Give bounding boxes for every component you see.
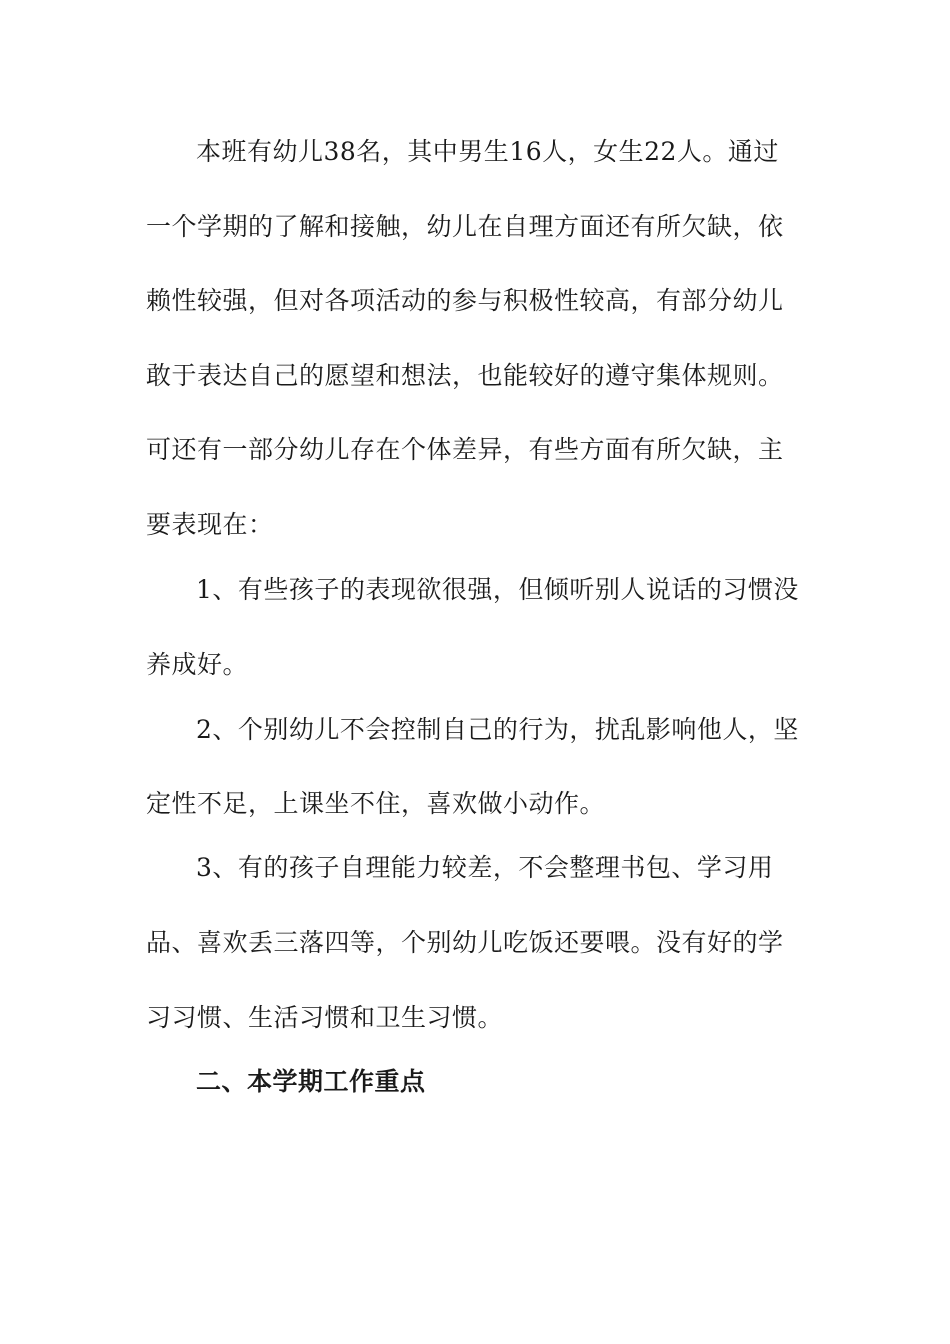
- list-item-line: 定性不足，上课坐不住，喜欢做小动作。: [146, 789, 606, 818]
- list-item-line: 1、有些孩子的表现欲很强，但倾听别人说话的习惯没: [196, 575, 799, 604]
- paragraph-line: 敢于表达自己的愿望和想法，也能较好的遵守集体规则。: [146, 361, 784, 390]
- paragraph-line: 一个学期的了解和接触，幼儿在自理方面还有所欠缺，依: [146, 212, 784, 241]
- section-heading: 二、本学期工作重点: [196, 1067, 426, 1096]
- paragraph-line: 本班有幼儿38名，其中男生16人，女生22人。通过: [196, 137, 779, 166]
- paragraph-line: 可还有一部分幼儿存在个体差异，有些方面有所欠缺，主: [146, 435, 784, 464]
- list-item-line: 3、有的孩子自理能力较差，不会整理书包、学习用: [196, 853, 774, 882]
- paragraph-line: 要表现在：: [146, 510, 274, 539]
- list-item-line: 养成好。: [146, 650, 249, 679]
- list-item-line: 品、喜欢丢三落四等，个别幼儿吃饭还要喂。没有好的学: [146, 928, 784, 957]
- paragraph-line: 赖性较强，但对各项活动的参与积极性较高，有部分幼儿: [146, 286, 784, 315]
- list-item-line: 2、个别幼儿不会控制自己的行为，扰乱影响他人，坚: [196, 715, 799, 744]
- list-item-line: 习习惯、生活习惯和卫生习惯。: [146, 1003, 504, 1032]
